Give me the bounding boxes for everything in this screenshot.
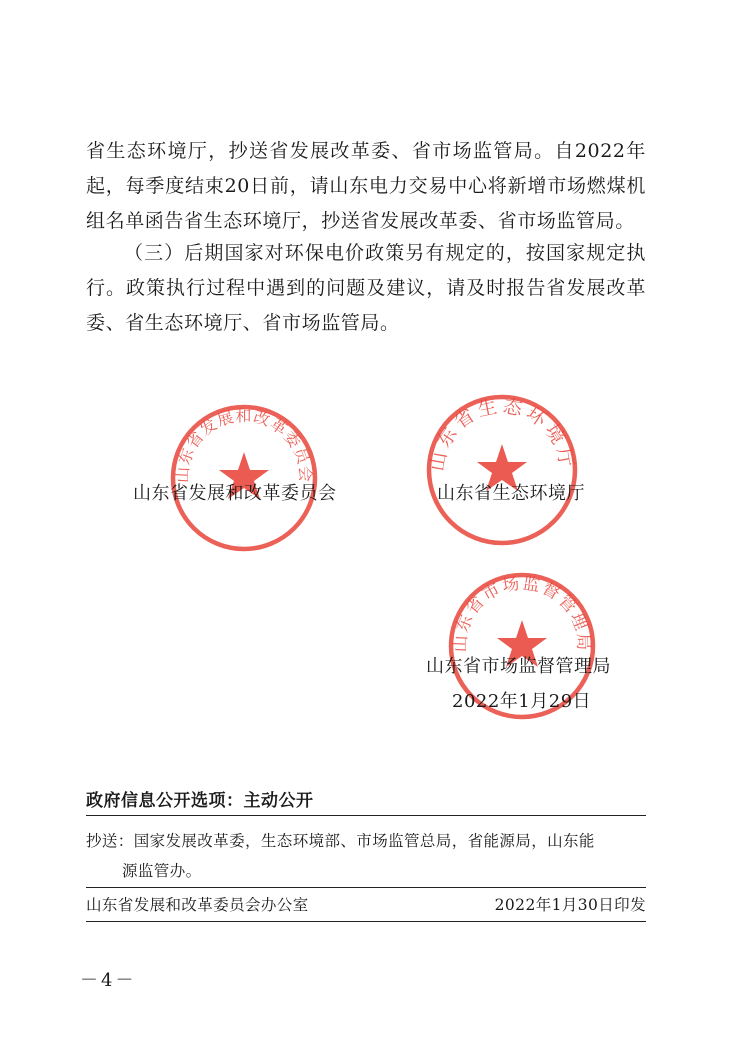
footer-rule-top <box>86 815 646 816</box>
page-number: －4－ <box>80 970 137 991</box>
disclosure-option: 政府信息公开选项：主动公开 <box>86 791 314 811</box>
issuing-office: 山东省发展和改革委员会办公室 <box>86 896 309 914</box>
cc-label: 抄送： <box>86 832 134 850</box>
signature-market: 山东省市场监督管理局 <box>426 656 611 677</box>
cc-line-1: 国家发展改革委，生态环境部、市场监管总局，省能源局，山东能 <box>133 832 595 850</box>
env-official-seal <box>424 392 580 548</box>
signature-env: 山东省生态环境厅 <box>437 483 585 504</box>
signature-date: 2022年1月29日 <box>452 691 592 712</box>
env-seal-text: 山东省生态环境厅 <box>426 395 578 473</box>
signature-drc: 山东省发展和改革委员会 <box>133 483 337 504</box>
cc-recipients <box>86 826 646 886</box>
cc-line-2: 源监管办。 <box>122 862 202 880</box>
body-paragraph-1: 省生态环境厅，抄送省发展改革委、省市场监管局。自2022年起，每季度结束20日前，请山东电力交易中心将新增市场燃煤机组名单函告省生态环境厅，抄送省发展改革委、省市场监管局。 <box>86 140 646 232</box>
market-seal-text: 山东省市场监督管理局 <box>450 573 594 653</box>
print-date: 2022年1月30日印发 <box>494 896 646 914</box>
drc-seal-text: 山东省发展和改革委员会 <box>172 406 316 484</box>
drc-official-seal <box>168 402 320 554</box>
body-paragraph-2: （三）后期国家对环保电价政策另有规定的，按国家规定执行。政策执行过程中遇到的问题及建议，请及时报告省发展改革委、省生态环境厅、省市场监管局。 <box>86 242 646 334</box>
footer-rule-middle <box>86 887 646 888</box>
footer-rule-bottom <box>86 921 646 922</box>
